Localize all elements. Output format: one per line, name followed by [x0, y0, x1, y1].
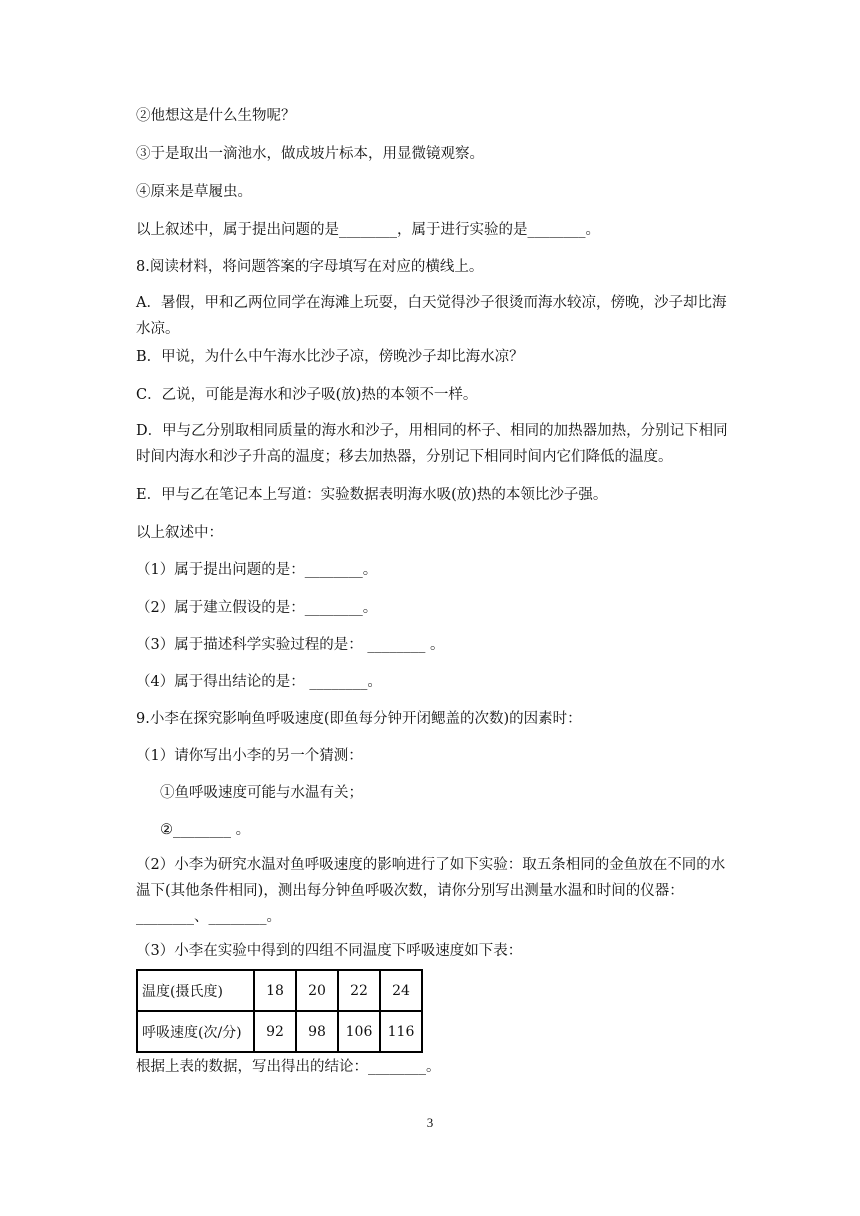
temperature-table: [136, 969, 423, 1053]
table-row: [137, 1011, 422, 1052]
table-cell: 92: [254, 1011, 296, 1052]
table-cell: 98: [296, 1011, 338, 1052]
table-cell: 22: [338, 970, 380, 1011]
q9-sub-2: （2）小李为研究水温对鱼呼吸速度的影响进行了如下实验：取五条相同的金鱼放在不同的水温下(其他条件相同)，测出每分钟鱼呼吸次数，请你分别写出测量水温和时间的仪器：________、________。: [136, 857, 726, 925]
table-cell: 106: [338, 1011, 380, 1052]
q8-title: 8.阅读材料，将问题答案的字母填写在对应的横线上。: [136, 259, 484, 275]
q8-option-e: E．甲与乙在笔记本上写道：实验数据表明海水吸(放)热的本领比沙子强。: [136, 487, 608, 503]
q7-summary: 以上叙述中，属于提出问题的是________，属于进行实验的是________。: [136, 222, 600, 238]
q7-line-3: ③于是取出一滴池水，做成坡片标本，用显微镜观察。: [136, 146, 484, 162]
q9-sub-1: （1）请你写出小李的另一个猜测：: [136, 748, 363, 764]
q9-sub-3: （3）小李在实验中得到的四组不同温度下呼吸速度如下表：: [136, 943, 523, 959]
q9-conclusion: 根据上表的数据，写出得出的结论：________。: [136, 1059, 441, 1075]
q8-intro: 以上叙述中：: [136, 525, 223, 541]
q8-sub-4: （4）属于得出结论的是： ________。: [136, 674, 382, 690]
q8-sub-2: （2）属于建立假设的是：________。: [136, 600, 378, 616]
q8-option-d: D．甲与乙分别取相同质量的海水和沙子，用相同的杯子、相同的加热器加热，分别记下相同时间内海水和沙子升高的温度；移去加热器，分别记下相同时间内它们降低的温度。: [136, 423, 728, 465]
q9-guess-2: ②________ 。: [160, 822, 251, 838]
page-number: 3: [426, 1115, 434, 1130]
q8-option-b: B．甲说，为什么中午海水比沙子凉，傍晚沙子却比海水凉？: [136, 349, 524, 365]
table-cell: 呼吸速度(次/分): [137, 1011, 254, 1052]
table-cell: 温度(摄氏度): [137, 970, 254, 1011]
table-row: [137, 970, 422, 1011]
q8-sub-1: （1）属于提出问题的是：________。: [136, 562, 378, 578]
table-cell: 18: [254, 970, 296, 1011]
q8-option-c: C．乙说，可能是海水和沙子吸(放)热的本领不一样。: [136, 387, 478, 403]
q8-sub-3: （3）属于描述科学实验过程的是： ________ 。: [136, 637, 445, 653]
q9-title: 9.小李在探究影响鱼呼吸速度(即鱼每分钟开闭鳃盖的次数)的因素时：: [136, 711, 582, 727]
q7-line-4: ④原来是草履虫。: [136, 184, 252, 200]
table-cell: 20: [296, 970, 338, 1011]
table-cell: 24: [380, 970, 422, 1011]
q9-guess-1: ①鱼呼吸速度可能与水温有关；: [160, 785, 363, 801]
q8-option-a: A．暑假，甲和乙两位同学在海滩上玩耍，白天觉得沙子很烫而海水较凉，傍晚，沙子却比海水凉。: [136, 295, 727, 337]
q7-line-2: ②他想这是什么生物呢？: [136, 108, 296, 124]
table-cell: 116: [380, 1011, 422, 1052]
